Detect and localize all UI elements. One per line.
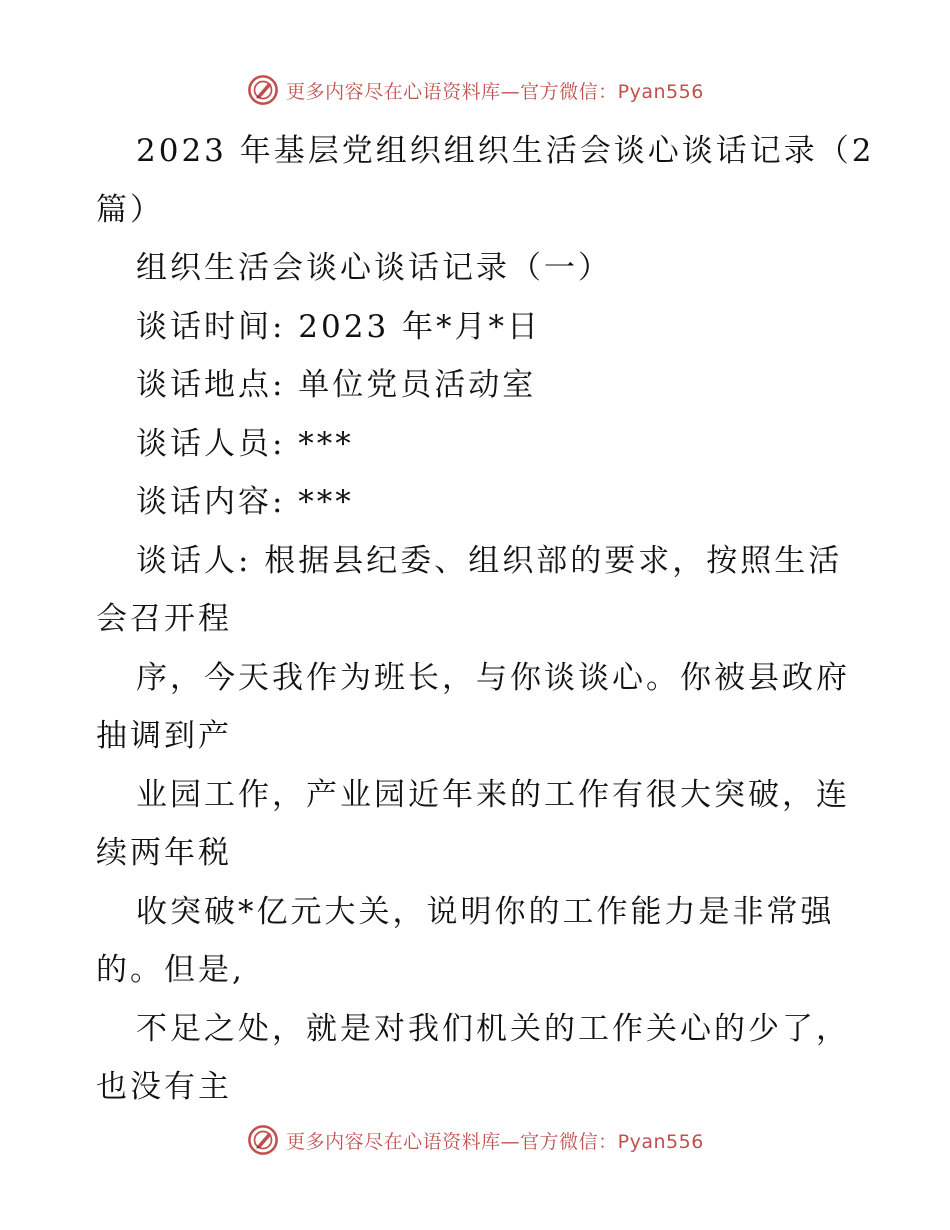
paragraph-line: 的。但是,: [96, 952, 245, 988]
document-body: [96, 122, 875, 1117]
title-line-1: 2023 年基层党组织组织生活会谈心谈话记录（2: [136, 133, 875, 169]
paragraph-line: 收突破*亿元大关，说明你的工作能力是非常强: [136, 893, 835, 930]
talk-time: 谈话时间: 2023 年*月*日: [136, 308, 542, 345]
talk-participants: 谈话人员: ***: [136, 425, 354, 462]
paragraph-line: 不足之处，就是对我们机关的工作关心的少了，: [136, 1010, 850, 1047]
paragraph-line: 抽调到产: [96, 718, 232, 754]
watermark-text: 更多内容尽在心语资料库—官方微信：Pyan556: [286, 80, 704, 103]
paragraph-line: 谈话人: 根据县纪委、组织部的要求，按照生活: [136, 542, 843, 579]
paragraph-line: 续两年税: [96, 835, 232, 871]
header-watermark: [0, 70, 950, 110]
footer-watermark: [0, 1120, 950, 1160]
title-line-2: 篇）: [96, 191, 164, 228]
watermark-text: 更多内容尽在心语资料库—官方微信：Pyan556: [286, 1130, 704, 1153]
paragraph-line: 业园工作，产业园近年来的工作有很大突破，连: [136, 776, 850, 813]
talk-content: 谈话内容: ***: [136, 484, 354, 520]
paragraph-line: 序，今天我作为班长，与你谈谈心。你被县政府: [136, 659, 850, 696]
pen-seal-logo-icon: [246, 73, 280, 107]
pen-seal-logo-icon: [246, 1123, 280, 1157]
paragraph-line: 会召开程: [96, 601, 232, 637]
paragraph-line: 也没有主: [96, 1069, 232, 1105]
section-heading: 组织生活会谈心谈话记录（一）: [136, 250, 612, 286]
talk-location: 谈话地点: 单位党员活动室: [136, 367, 537, 403]
